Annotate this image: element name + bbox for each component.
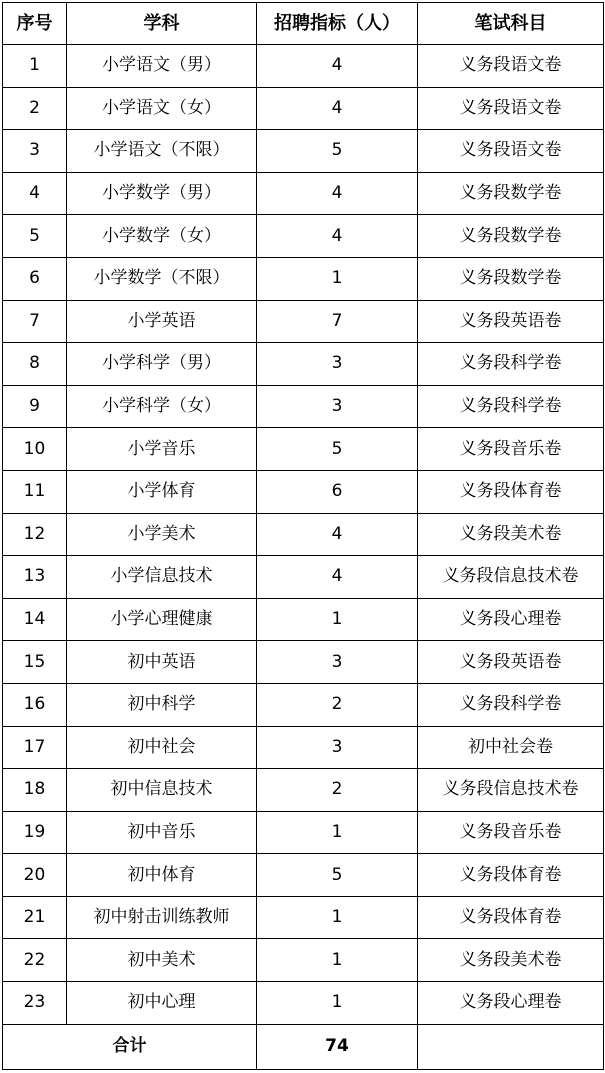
table-row (3, 45, 604, 88)
row-index: 1 (3, 45, 67, 88)
table-row (3, 87, 604, 130)
row-subject: 初中社会 (67, 726, 257, 769)
row-index: 22 (3, 939, 67, 982)
row-quota: 3 (257, 641, 418, 684)
row-quota: 2 (257, 683, 418, 726)
table-row (3, 215, 604, 258)
row-index: 16 (3, 683, 67, 726)
table-row (3, 470, 604, 513)
row-quota: 1 (257, 598, 418, 641)
table-row (3, 769, 604, 812)
row-quota: 1 (257, 896, 418, 939)
row-exam-subject: 义务段英语卷 (418, 641, 604, 684)
row-subject: 初中美术 (67, 939, 257, 982)
row-quota: 4 (257, 513, 418, 556)
row-index: 14 (3, 598, 67, 641)
row-exam-subject: 义务段语文卷 (418, 130, 604, 173)
row-exam-subject: 义务段体育卷 (418, 896, 604, 939)
table-row (3, 811, 604, 854)
row-subject: 初中信息技术 (67, 769, 257, 812)
row-exam-subject: 义务段体育卷 (418, 470, 604, 513)
row-index: 6 (3, 257, 67, 300)
row-exam-subject: 义务段美术卷 (418, 939, 604, 982)
row-exam-subject: 义务段心理卷 (418, 598, 604, 641)
row-exam-subject: 义务段数学卷 (418, 257, 604, 300)
row-index: 15 (3, 641, 67, 684)
row-subject: 小学信息技术 (67, 556, 257, 599)
table-row (3, 854, 604, 897)
row-subject: 初中心理 (67, 982, 257, 1025)
row-quota: 1 (257, 982, 418, 1025)
table-row (3, 257, 604, 300)
row-quota: 1 (257, 811, 418, 854)
row-index: 3 (3, 130, 67, 173)
table-row (3, 683, 604, 726)
row-quota: 5 (257, 854, 418, 897)
row-subject: 小学语文（不限） (67, 130, 257, 173)
row-index: 13 (3, 556, 67, 599)
row-index: 20 (3, 854, 67, 897)
row-index: 18 (3, 769, 67, 812)
row-subject: 小学数学（女） (67, 215, 257, 258)
table-row (3, 556, 604, 599)
row-exam-subject: 义务段科学卷 (418, 385, 604, 428)
table-row (3, 726, 604, 769)
row-quota: 3 (257, 726, 418, 769)
row-exam-subject: 义务段科学卷 (418, 343, 604, 386)
row-exam-subject: 义务段语文卷 (418, 87, 604, 130)
row-quota: 4 (257, 45, 418, 88)
row-index: 4 (3, 172, 67, 215)
table-row (3, 939, 604, 982)
row-quota: 5 (257, 428, 418, 471)
row-quota: 3 (257, 343, 418, 386)
row-exam-subject: 义务段科学卷 (418, 683, 604, 726)
row-exam-subject: 义务段信息技术卷 (418, 556, 604, 599)
header-exam-subject: 笔试科目 (418, 3, 604, 45)
row-exam-subject: 义务段英语卷 (418, 300, 604, 343)
total-label: 合计 (3, 1024, 257, 1069)
table-row (3, 385, 604, 428)
row-quota: 7 (257, 300, 418, 343)
row-exam-subject: 义务段美术卷 (418, 513, 604, 556)
row-index: 8 (3, 343, 67, 386)
row-subject: 小学英语 (67, 300, 257, 343)
header-quota: 招聘指标（人） (257, 3, 418, 45)
header-index: 序号 (3, 3, 67, 45)
table-body (3, 45, 604, 1025)
row-quota: 4 (257, 556, 418, 599)
row-index: 23 (3, 982, 67, 1025)
row-exam-subject: 义务段音乐卷 (418, 428, 604, 471)
row-subject: 初中科学 (67, 683, 257, 726)
table-row (3, 428, 604, 471)
row-subject: 初中体育 (67, 854, 257, 897)
row-subject: 小学音乐 (67, 428, 257, 471)
row-quota: 5 (257, 130, 418, 173)
row-quota: 6 (257, 470, 418, 513)
header-subject: 学科 (67, 3, 257, 45)
row-subject: 小学语文（女） (67, 87, 257, 130)
table-row (3, 343, 604, 386)
row-index: 2 (3, 87, 67, 130)
table-footer (3, 1024, 604, 1069)
total-exam (418, 1024, 604, 1069)
row-subject: 小学体育 (67, 470, 257, 513)
row-exam-subject: 义务段信息技术卷 (418, 769, 604, 812)
row-exam-subject: 义务段数学卷 (418, 215, 604, 258)
row-exam-subject: 义务段心理卷 (418, 982, 604, 1025)
total-quota: 74 (257, 1024, 418, 1069)
row-subject: 初中射击训练教师 (67, 896, 257, 939)
row-subject: 小学语文（男） (67, 45, 257, 88)
table-row (3, 172, 604, 215)
row-index: 12 (3, 513, 67, 556)
row-exam-subject: 义务段体育卷 (418, 854, 604, 897)
row-subject: 初中音乐 (67, 811, 257, 854)
row-index: 17 (3, 726, 67, 769)
row-quota: 3 (257, 385, 418, 428)
row-quota: 2 (257, 769, 418, 812)
row-exam-subject: 义务段语文卷 (418, 45, 604, 88)
row-quota: 4 (257, 215, 418, 258)
table-row (3, 513, 604, 556)
row-index: 21 (3, 896, 67, 939)
row-quota: 4 (257, 87, 418, 130)
row-subject: 小学心理健康 (67, 598, 257, 641)
table-row (3, 641, 604, 684)
row-subject: 初中英语 (67, 641, 257, 684)
table-row (3, 598, 604, 641)
row-index: 19 (3, 811, 67, 854)
table-header (3, 3, 604, 45)
recruitment-table (2, 2, 604, 1070)
table-row (3, 982, 604, 1025)
row-quota: 4 (257, 172, 418, 215)
row-index: 10 (3, 428, 67, 471)
row-subject: 小学美术 (67, 513, 257, 556)
row-subject: 小学数学（男） (67, 172, 257, 215)
header-row (3, 3, 604, 45)
row-index: 5 (3, 215, 67, 258)
row-exam-subject: 义务段数学卷 (418, 172, 604, 215)
row-quota: 1 (257, 257, 418, 300)
table-row (3, 300, 604, 343)
row-quota: 1 (257, 939, 418, 982)
row-exam-subject: 初中社会卷 (418, 726, 604, 769)
row-index: 11 (3, 470, 67, 513)
row-exam-subject: 义务段音乐卷 (418, 811, 604, 854)
row-index: 9 (3, 385, 67, 428)
row-subject: 小学科学（女） (67, 385, 257, 428)
total-row (3, 1024, 604, 1069)
row-index: 7 (3, 300, 67, 343)
row-subject: 小学数学（不限） (67, 257, 257, 300)
table-row (3, 896, 604, 939)
table-row (3, 130, 604, 173)
row-subject: 小学科学（男） (67, 343, 257, 386)
